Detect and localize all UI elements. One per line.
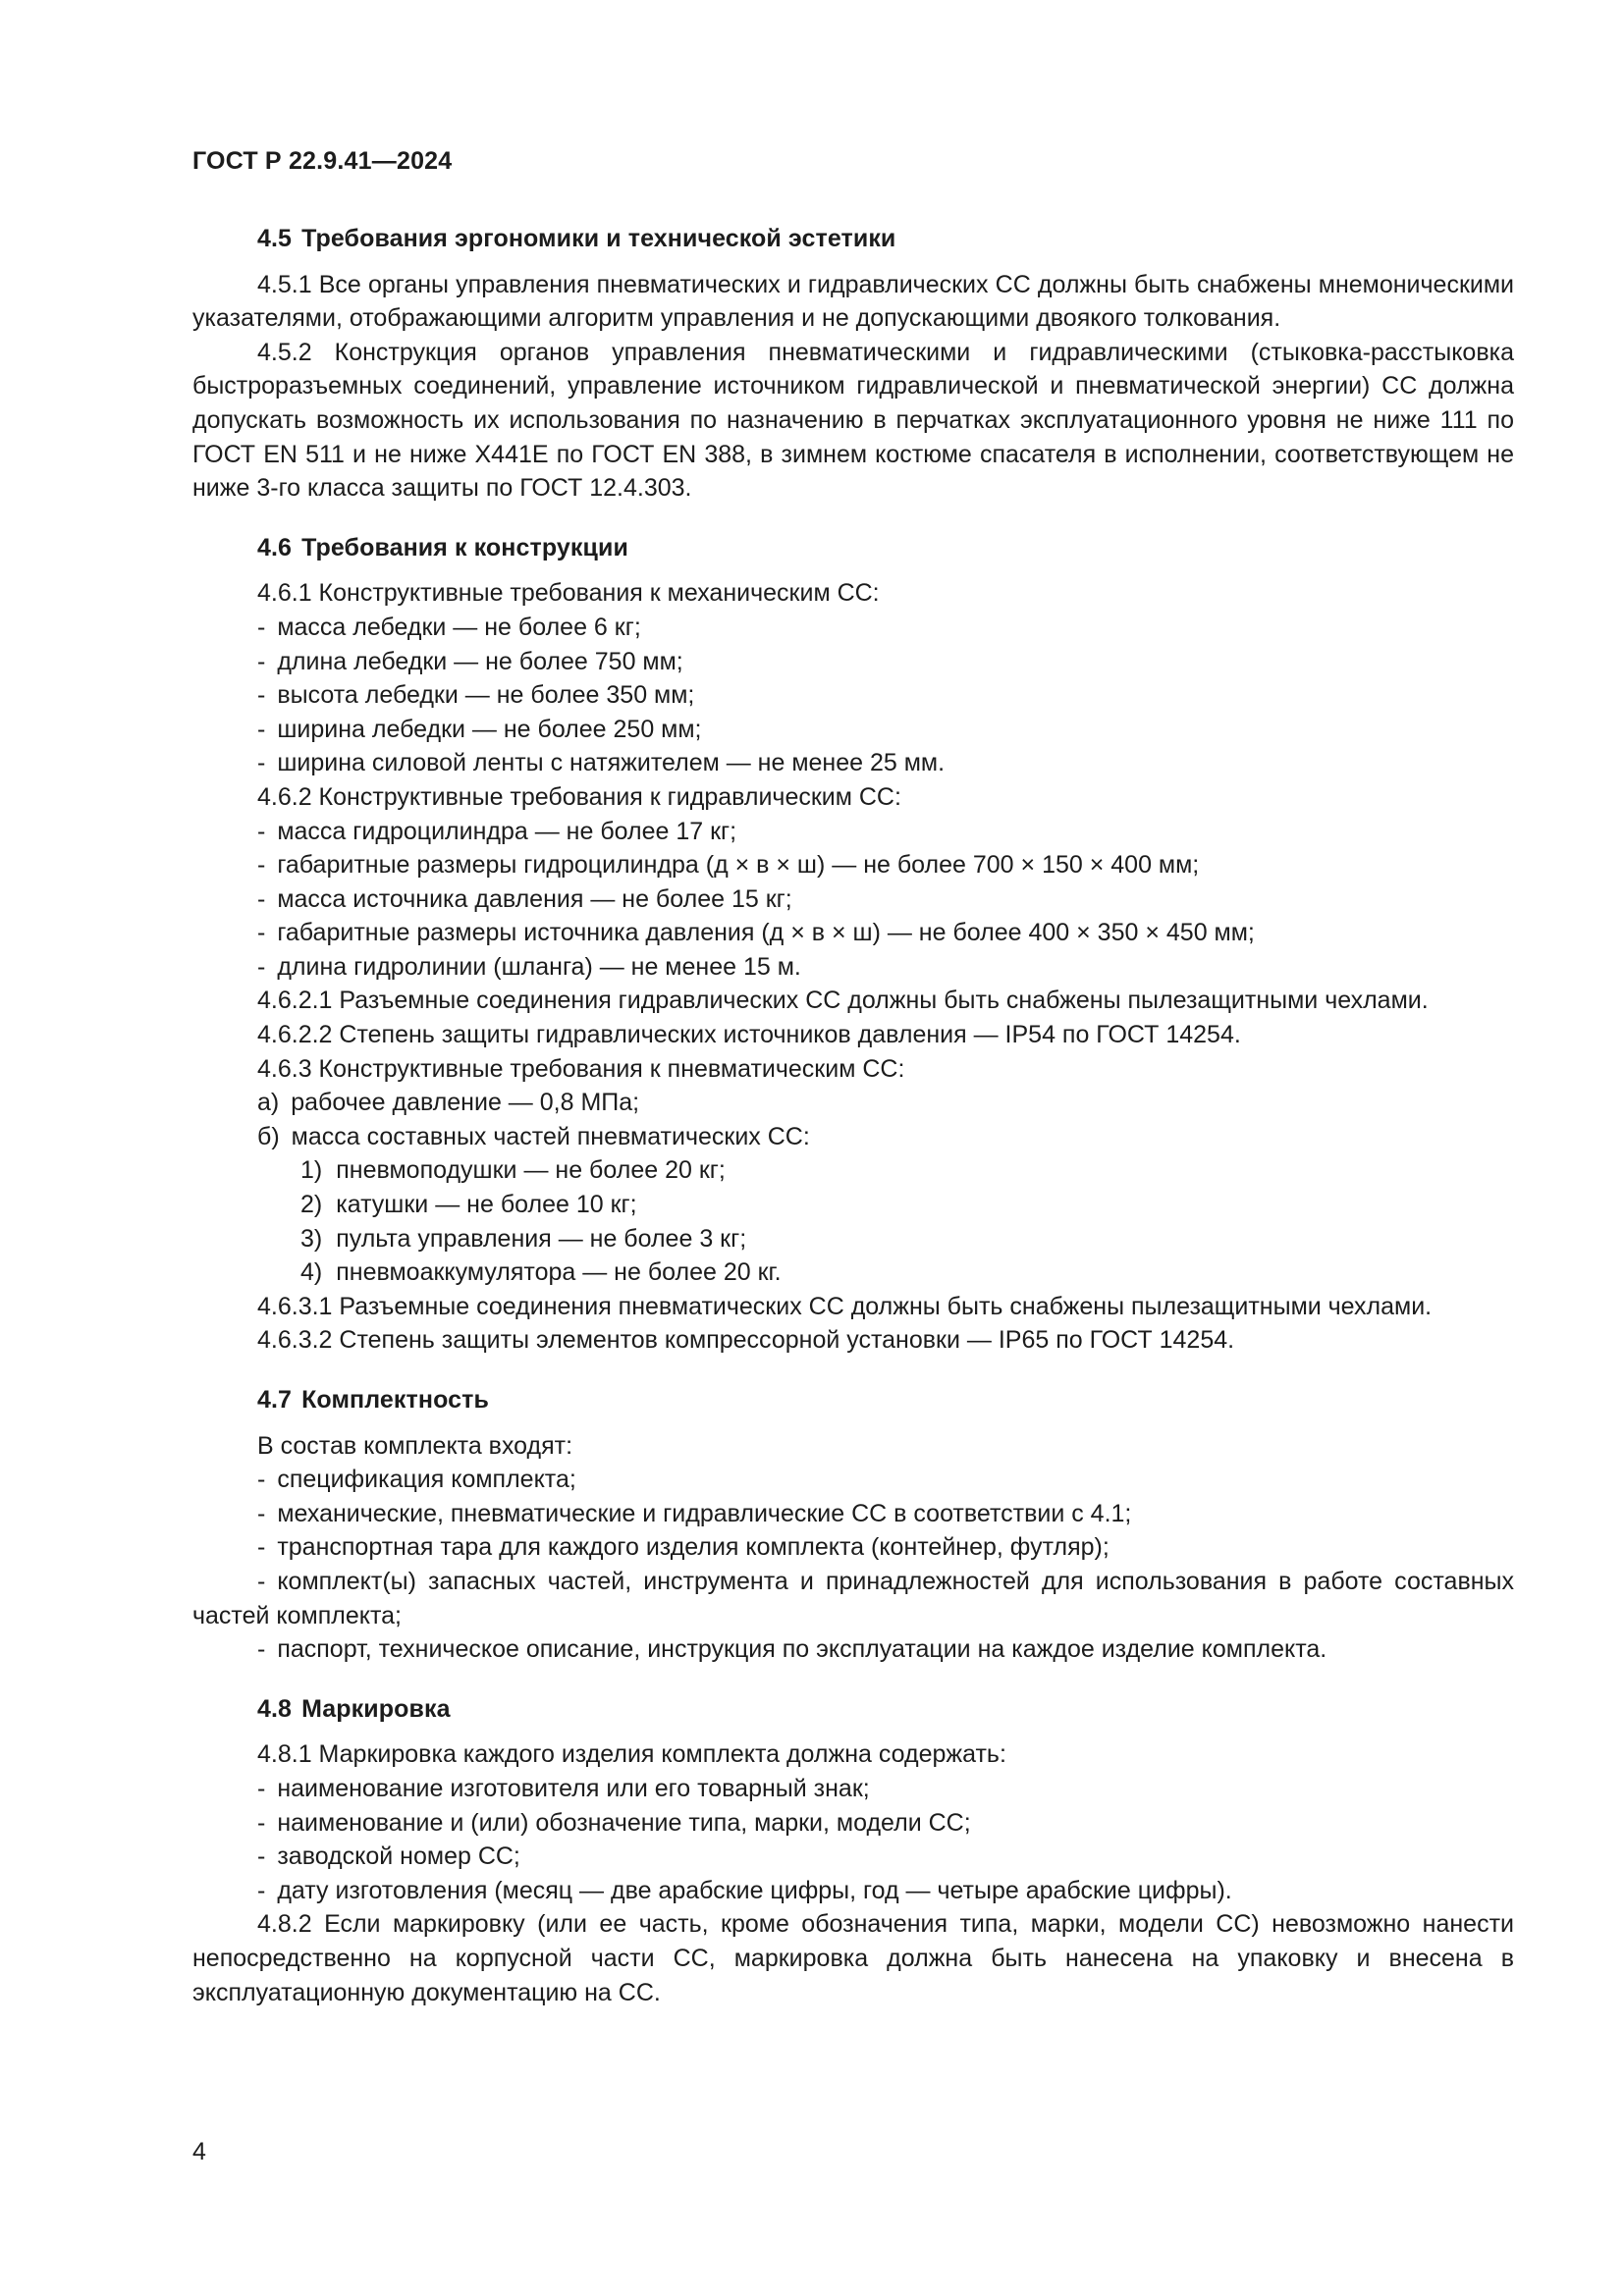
list-item-text: ширина силовой ленты с натяжителем — не менее 25 мм. [277, 749, 946, 777]
list-item [192, 1806, 1514, 1841]
paragraph-4-6-2-1: 4.6.2.1 Разъемные соединения гидравлических СС должны быть снабжены пылезащитными чехлами. [257, 987, 1429, 1015]
sub-list-item [192, 1188, 1514, 1222]
list-item-text: ширина лебедки — не более 250 мм; [277, 715, 702, 743]
paragraph-4-8-2: 4.8.2 Если маркировку (или ее часть, кроме обозначения типа, марки, модели СС) невозможно нанести непосредственно на корпусной части СС, маркировка должна быть нанесена на упаковку и внесена в эксплуатационную документацию на СС. [192, 1910, 1514, 2006]
list-item-text: длина гидролинии (шланга) — не менее 15 м. [277, 952, 801, 981]
dash-marker: - [257, 613, 266, 641]
document-code-header: ГОСТ Р 22.9.41—2024 [192, 147, 453, 175]
list-item-text: высота лебедки — не более 350 мм; [277, 681, 695, 710]
list-item-text: механические, пневматические и гидравлические СС в соответствии с 4.1; [277, 1499, 1132, 1527]
list-item-text: спецификация комплекта; [277, 1466, 576, 1494]
dash-marker: - [257, 884, 266, 913]
list-item-text: пульта управления — не более 3 кг; [336, 1224, 747, 1253]
list-marker: 2) [300, 1191, 323, 1219]
list-marker: 1) [300, 1156, 323, 1185]
dash-marker: - [257, 715, 266, 743]
list-item-text: комплект(ы) запасных частей, инструмента и принадлежностей для использования в работе составных частей комплекта; [192, 1567, 1514, 1629]
section-number: 4.5 [257, 225, 293, 252]
list-item [192, 1463, 1514, 1497]
dash-marker: - [257, 1635, 266, 1664]
section-heading-4-8 [257, 1692, 1514, 1727]
list-item-text: дату изготовления (месяц — две арабские цифры, год — четыре арабские цифры). [277, 1876, 1232, 1904]
list-item [192, 1530, 1514, 1565]
dash-marker: - [257, 647, 266, 675]
paragraph-4-6-3: 4.6.3 Конструктивные требования к пневматическим СС: [257, 1054, 905, 1083]
list-item [192, 950, 1514, 985]
dash-marker: - [257, 817, 266, 845]
list-item-a [192, 1086, 1514, 1120]
dash-marker: - [257, 1842, 266, 1871]
list-item-text: пневмоаккумулятора — не более 20 кг. [336, 1258, 782, 1287]
sub-list-item [192, 1153, 1514, 1188]
list-item-text: масса гидроцилиндра — не более 17 кг; [277, 817, 737, 845]
list-item-text: пневмоподушки — не более 20 кг; [336, 1156, 726, 1185]
section-number: 4.6 [257, 533, 293, 561]
list-item [192, 848, 1514, 882]
list-item [192, 916, 1514, 950]
list-item-text: масса источника давления — не более 15 кг; [277, 884, 792, 913]
list-item-text: транспортная тара для каждого изделия комплекта (контейнер, футляр); [277, 1533, 1110, 1562]
section-heading-4-5 [257, 222, 1514, 256]
dash-marker: - [257, 1499, 266, 1527]
list-item [192, 1497, 1514, 1531]
paragraph-4-8-1: 4.8.1 Маркировка каждого изделия комплекта должна содержать: [257, 1740, 1006, 1769]
list-item-text: наименование изготовителя или его товарный знак; [277, 1774, 870, 1802]
section-number: 4.7 [257, 1386, 293, 1414]
dash-marker: - [257, 851, 266, 880]
list-item [192, 713, 1514, 747]
list-item-b [192, 1120, 1514, 1154]
paragraph-4-5-2: 4.5.2 Конструкция органов управления пневматическими и гидравлическими (стыковка-расстыковка быстроразъемных соединений, управление источником гидравлической и пневматической энергии) СС должна допускать возможность их использования по назначению в перчатках эксплуатационного уровня не ниже 111 по ГОСТ EN 511 и не ниже X441E по ГОСТ EN 388, в зимнем костюме спасателя в исполнении, соответствующем не ниже 3-го класса защиты по ГОСТ 12.4.303. [192, 338, 1514, 503]
list-item-text: длина лебедки — не более 750 мм; [277, 647, 683, 675]
section-heading-4-6 [257, 531, 1514, 565]
list-item-text: габаритные размеры гидроцилиндра (д × в × ш) — не более 700 × 150 × 400 мм; [277, 851, 1200, 880]
section-title-text: Требования к конструкции [301, 533, 628, 561]
list-item [192, 815, 1514, 849]
section-title-text: Комплектность [301, 1386, 489, 1414]
page-number: 4 [192, 2138, 206, 2165]
section-heading-4-7 [257, 1383, 1514, 1417]
list-item [192, 1772, 1514, 1806]
dash-marker: - [257, 1876, 266, 1904]
paragraph-4-5-1: 4.5.1 Все органы управления пневматических и гидравлических СС должны быть снабжены мнемоническими указателями, отображающими алгоритм управления и не допускающими двоякого толкования. [192, 270, 1514, 333]
list-marker: 4) [300, 1258, 323, 1287]
dash-marker: - [257, 1466, 266, 1494]
list-item [192, 678, 1514, 713]
paragraph-4-6-2: 4.6.2 Конструктивные требования к гидравлическим СС: [257, 782, 901, 811]
list-item-text: габаритные размеры источника давления (д × в × ш) — не более 400 × 350 × 450 мм; [277, 919, 1255, 947]
dash-marker: - [257, 749, 266, 777]
paragraph-4-6-3-1: 4.6.3.1 Разъемные соединения пневматических СС должны быть снабжены пылезащитными чехлами. [257, 1292, 1433, 1320]
list-marker: б) [257, 1122, 280, 1150]
list-item [192, 611, 1514, 645]
dash-marker: - [257, 1533, 266, 1562]
list-item-text: наименование и (или) обозначение типа, марки, модели СС; [277, 1808, 971, 1837]
paragraph-4-7-intro: В состав комплекта входят: [257, 1431, 573, 1460]
paragraph-4-6-1: 4.6.1 Конструктивные требования к механическим СС: [257, 579, 880, 608]
list-item-text: масса составных частей пневматических СС: [291, 1122, 810, 1150]
list-item-text: катушки — не более 10 кг; [336, 1191, 637, 1219]
list-item [192, 882, 1514, 917]
list-item [192, 1874, 1514, 1908]
section-title-text: Требования эргономики и технической эстетики [301, 225, 896, 252]
list-item [192, 1565, 1514, 1632]
list-marker: а) [257, 1089, 280, 1117]
list-item-text: рабочее давление — 0,8 МПа; [291, 1089, 640, 1117]
section-number: 4.8 [257, 1694, 293, 1723]
list-marker: 3) [300, 1224, 323, 1253]
list-item [192, 746, 1514, 780]
list-item [192, 1632, 1514, 1667]
sub-list-item [192, 1255, 1514, 1290]
list-item [192, 1840, 1514, 1874]
paragraph-4-6-2-2: 4.6.2.2 Степень защиты гидравлических источников давления — IP54 по ГОСТ 14254. [257, 1021, 1241, 1049]
dash-marker: - [257, 952, 266, 981]
dash-marker: - [257, 681, 266, 710]
sub-list-item [192, 1222, 1514, 1256]
list-item-text: заводской номер СС; [277, 1842, 520, 1871]
document-body [192, 222, 1514, 2009]
dash-marker: - [257, 1808, 266, 1837]
list-item-text: масса лебедки — не более 6 кг; [277, 613, 641, 641]
dash-marker: - [257, 919, 266, 947]
section-title-text: Маркировка [301, 1694, 451, 1723]
dash-marker: - [257, 1567, 266, 1595]
dash-marker: - [257, 1774, 266, 1802]
list-item [192, 645, 1514, 679]
paragraph-4-6-3-2: 4.6.3.2 Степень защиты элементов компрессорной установки — IP65 по ГОСТ 14254. [257, 1326, 1235, 1355]
list-item-text: паспорт, техническое описание, инструкция по эксплуатации на каждое изделие комплекта. [277, 1635, 1327, 1664]
